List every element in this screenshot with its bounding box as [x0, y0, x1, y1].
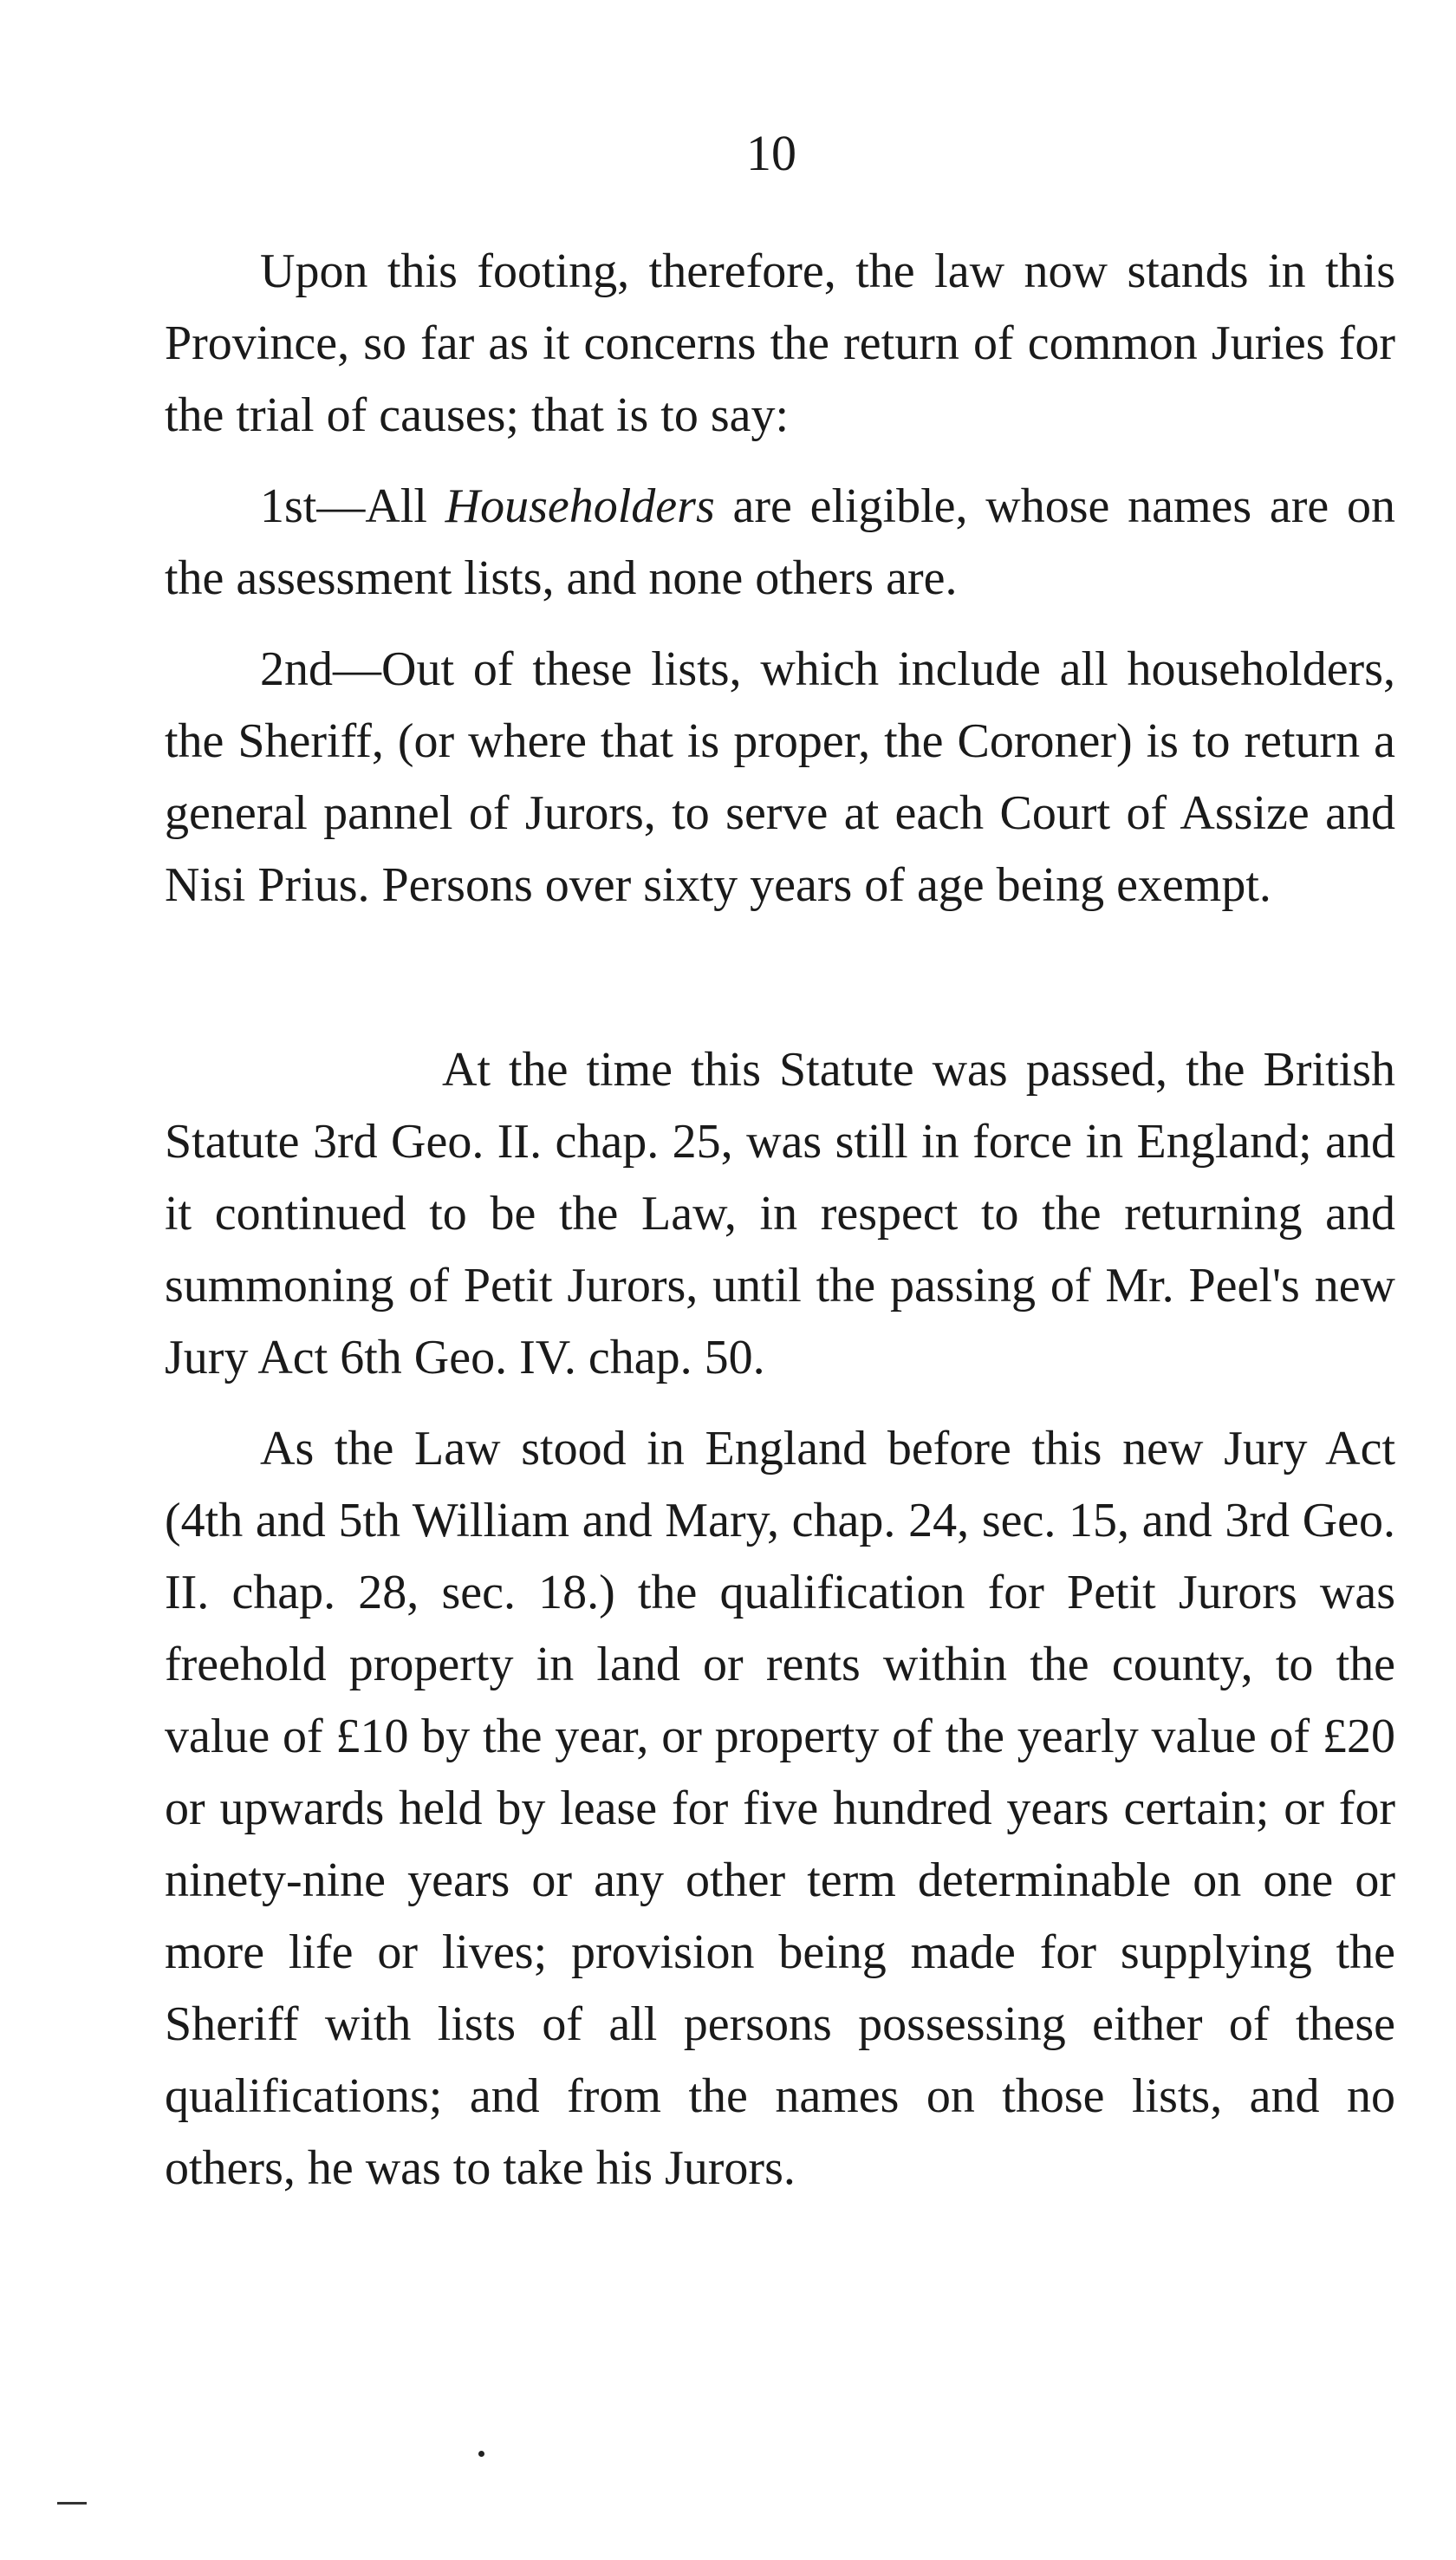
clause-suffix: are eligible, whose names are on the assessment lists, and none others are.	[165, 479, 1395, 605]
paragraph-householders	[165, 471, 1395, 615]
paragraph-sheriff-pannel: 2nd—Out of these lists, which include all householders, the Sheriff, (or where that is proper, the Coroner) is to return a general pannel of Jurors, to serve at each Court of Assize and Nisi Prius. Persons over sixty years of age being exempt.	[165, 642, 1395, 912]
paragraph-british-statute: At the time this Statute was passed, the British Statute 3rd Geo. II. chap. 25, was still in force in England; and it continued to be the Law, in respect to the returning and summoning of Petit Jurors, until the passing of Mr. Peel's new Jury Act 6th Geo. IV. chap. 50.	[165, 1043, 1395, 1384]
clause-prefix: 1st—All	[260, 479, 445, 533]
emphasis-householders: Householders	[445, 479, 715, 533]
body-text	[165, 236, 1395, 2205]
paragraph-qualification: As the Law stood in England before this new Jury Act (4th and 5th William and Mary, chap. 24, sec. 15, and 3rd Geo. II. chap. 28, sec. 18.) the qualification for Petit Jurors was freehold property in land or rents within the county, to the value of £10 by the year, or property of the yearly value of £20 or upwards held by lease for five hundred years certain; or for ninety-nine years or any other term determinable on one or more life or lives; provision being made for supplying the Sheriff with lists of all persons possessing either of these qualifications; and from the names on those lists, and no others, he was to take his Jurors.	[165, 1422, 1395, 2195]
page-number: 10	[746, 125, 796, 181]
paragraph-footing: Upon this footing, therefore, the law now stands in this Province, so far as it concerns the return of common Juries for the trial of causes; that is to say:	[165, 244, 1395, 442]
stray-ink-dot	[478, 2451, 484, 2457]
stray-ink-dash	[57, 2502, 87, 2505]
